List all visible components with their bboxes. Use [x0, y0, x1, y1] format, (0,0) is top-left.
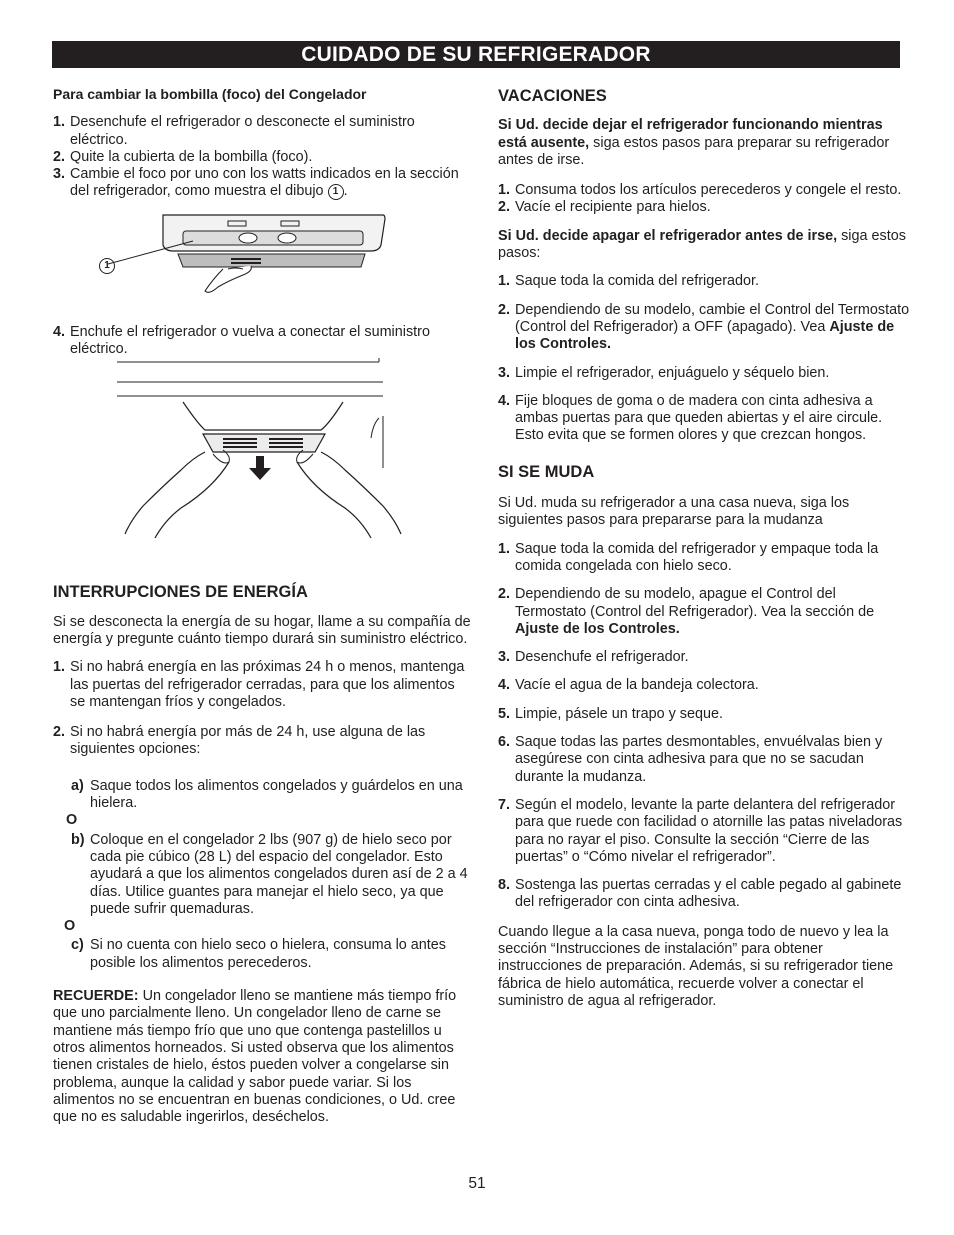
bulb-step	[53, 149, 473, 166]
step-text: Quite la cubierta de la bombilla (foco).	[70, 148, 313, 165]
step-number: 2.	[498, 586, 511, 603]
step-text: Vacíe el agua de la bandeja colectora.	[515, 677, 759, 694]
moving-intro: Si Ud. muda su refrigerador a una casa nueva, siga los siguientes pasos para prepararse para la mudanza	[498, 495, 850, 529]
vacation-bold-2: Si Ud. decide apagar el refrigerador antes de irse,	[498, 227, 838, 244]
option-c	[53, 937, 473, 972]
bulb-step: 3. Cambie el foco por uno con los watts indicados en la sección del refrigerador, como muestra el dibujo 1 .	[53, 166, 459, 200]
step-number: 1.	[498, 540, 511, 557]
bulb-step	[53, 324, 473, 359]
step-text: Saque toda la comida del refrigerador y empaque toda la comida congelada con hielo seco.	[515, 540, 879, 574]
option-label: a)	[71, 777, 84, 794]
option-b	[53, 832, 473, 918]
step-text: Dependiendo de su modelo, cambie el Control del Termostato (Control del Refrigerador) a OFF (apagado). Vea	[515, 301, 910, 335]
power-list	[53, 659, 473, 758]
step-number: 4.	[53, 323, 66, 340]
option-label: c)	[71, 937, 84, 954]
option-text: Coloque en el congelador 2 lbs (907 g) de hielo seco por cada pie cúbico (28 L) del espacio del congelador. Esto ayudará a que los alimentos congelados duren así de 2 a 4 días. Utilice guantes para manejar el hielo seco, ya que puede sufrir quemaduras.	[90, 831, 468, 917]
moving-step	[498, 649, 910, 666]
remember-label: RECUERDE:	[53, 988, 139, 1005]
bulb-step	[53, 114, 473, 149]
vacation-steps-2	[498, 273, 910, 444]
remember-note	[53, 988, 473, 1126]
controls-reference: Ajuste de los Controles.	[515, 620, 680, 637]
vacation-step	[498, 273, 910, 290]
vacation-rest-1: siga estos pasos para preparar su refrigerador antes de irse.	[498, 134, 890, 168]
item-number: 2.	[53, 724, 66, 741]
vacation-steps-1	[498, 182, 910, 217]
freezer-bulb-illustration	[53, 211, 473, 319]
step-number: 7.	[498, 796, 511, 813]
moving-step	[498, 677, 910, 694]
vacation-intro-2	[498, 228, 910, 263]
moving-step	[498, 706, 910, 723]
item-number: 1.	[53, 659, 66, 676]
step-text: Enchufe el refrigerador o vuelva a conectar el suministro eléctrico.	[70, 323, 430, 358]
step-text: Limpie, pásele un trapo y seque.	[515, 705, 723, 722]
page-banner: CUIDADO DE SU REFRIGERADOR	[52, 41, 900, 68]
right-column	[498, 88, 910, 1010]
step-text: Fije bloques de goma o de madera con cinta adhesiva a ambas puertas para que queden abiertas y el aire circule. Esto evita que se formen olores y que crezcan hongos.	[515, 392, 883, 444]
moving-step	[498, 541, 910, 576]
step-text: Desenchufe el refrigerador o desconecte el suministro eléctrico.	[70, 114, 415, 148]
or-separator: O	[66, 812, 78, 829]
moving-step	[498, 586, 910, 638]
vacation-heading: VACACIONES	[498, 87, 607, 105]
power-item	[53, 659, 473, 711]
bulb-steps	[53, 114, 473, 200]
controls-reference: Ajuste de los Controles.	[515, 318, 895, 353]
option-text: Saque todos los alimentos congelados y guárdelos en una hielera.	[90, 777, 463, 812]
bulb-step-4	[53, 324, 473, 359]
step-number: 5.	[498, 705, 511, 722]
step-number: 6.	[498, 734, 511, 751]
moving-step	[498, 797, 910, 866]
step-text: Consuma todos los artículos perecederos y congele el resto.	[515, 182, 902, 199]
vacation-step	[498, 182, 910, 199]
vacation-step	[498, 302, 910, 354]
option-a	[53, 778, 473, 813]
step-number: 2.	[53, 148, 66, 165]
or-separator: O	[64, 918, 76, 935]
moving-step	[498, 734, 910, 786]
step-number: 3.	[53, 166, 66, 183]
hands-cover-drawing	[53, 358, 473, 550]
step-number: 1.	[498, 182, 511, 199]
option-text: Si no cuenta con hielo seco o hielera, consuma lo antes posible los alimentos perecederos.	[90, 937, 446, 971]
remember-text: Un congelador lleno se mantiene más tiempo frío que uno parcialmente lleno. Un congelador lleno de carne se mantiene más tiempo frío que uno que contenga pastelillos u otros alimentos horneados. Si usted observa que los alimentos tienen cristales de hielo, éstos pueden volver a congelarse sin problema, aunque la calidad y sabor puede variar. Si los alimentos no se encuentran en buenas condiciones, o Ud. cree que no es saludable ingerirlos, deséchelos.	[53, 988, 457, 1126]
step-text: Saque toda la comida del refrigerador.	[515, 273, 759, 290]
callout-marker: 1	[328, 184, 344, 200]
step-number: 3.	[498, 649, 511, 666]
step-number: 8.	[498, 877, 511, 894]
power-heading: INTERRUPCIONES DE ENERGÍA	[53, 583, 308, 602]
item-text: Si no habrá energía por más de 24 h, use alguna de las siguientes opciones:	[70, 724, 426, 758]
step-text: Desenchufe el refrigerador.	[515, 649, 689, 666]
step-text: Sostenga las puertas cerradas y el cable pegado al gabinete del refrigerador con cinta adhesiva.	[515, 877, 902, 911]
vacation-intro-1	[498, 117, 910, 169]
step-text: Vacíe el recipiente para hielos.	[515, 199, 711, 216]
step-number: 1.	[498, 273, 511, 290]
vacation-step	[498, 393, 910, 445]
moving-heading: SI SE MUDA	[498, 462, 595, 481]
vacation-step	[498, 199, 910, 216]
moving-steps	[498, 541, 910, 912]
vacation-step	[498, 365, 910, 382]
moving-step	[498, 877, 910, 912]
item-text: Si no habrá energía en las próximas 24 h o menos, mantenga las puertas del refrigerador cerradas, para que los alimentos se mantengan fríos y congelados.	[70, 659, 465, 710]
vacation-bold-1: Si Ud. decide dejar el refrigerador funcionando mientras está ausente,	[498, 117, 883, 151]
callout-marker: 1	[99, 258, 115, 274]
cover-removal-illustration	[53, 358, 473, 550]
moving-outro: Cuando llegue a la casa nueva, ponga todo de nuevo y lea la sección “Instrucciones de instalación” para obtener instrucciones de preparación. Además, si su refrigerador tiene fábrica de hielo automática, recuerde volver a conectar el suministro de agua al refrigerador.	[498, 923, 894, 1009]
freezer-light-drawing	[53, 211, 473, 319]
step-number: 4.	[498, 392, 511, 409]
step-number: 1.	[53, 114, 66, 131]
step-number: 4.	[498, 677, 511, 694]
step-number: 2.	[498, 301, 511, 318]
step-number: 3.	[498, 364, 511, 381]
step-text: Saque todas las partes desmontables, envuélvalas bien y asegúrese con cinta adhesiva para que no se sacudan durante la mudanza.	[515, 734, 883, 785]
page-number: 51	[468, 1175, 486, 1192]
power-item	[53, 724, 473, 759]
step-text: Según el modelo, levante la parte delantera del refrigerador para que ruede con facilidad o atornille las patas niveladoras para no rayar el piso. Consulte la sección “Cierre de las puertas” o “Cómo nivelar el refrigerador”.	[515, 796, 903, 865]
step-text: Cambie el foco por uno con los watts indicados en la sección del refrigerador, como muestra el dibujo	[70, 166, 459, 200]
bulb-heading: Para cambiar la bombilla (foco) del Congelador	[53, 86, 367, 102]
power-intro: Si se desconecta la energía de su hogar, llame a su compañía de energía y pregunte cuánto tiempo durará sin suministro eléctrico.	[53, 613, 471, 647]
step-number: 2.	[498, 199, 511, 216]
step-text: Dependiendo de su modelo, apague el Control del Termostato (Control del Refrigerador). Vea la sección de	[515, 586, 875, 620]
left-column	[53, 86, 473, 1126]
step-text: Limpie el refrigerador, enjuáguelo y séquelo bien.	[515, 364, 830, 381]
option-label: b)	[71, 831, 85, 848]
vacation-rest-2: siga estos pasos:	[498, 227, 906, 262]
